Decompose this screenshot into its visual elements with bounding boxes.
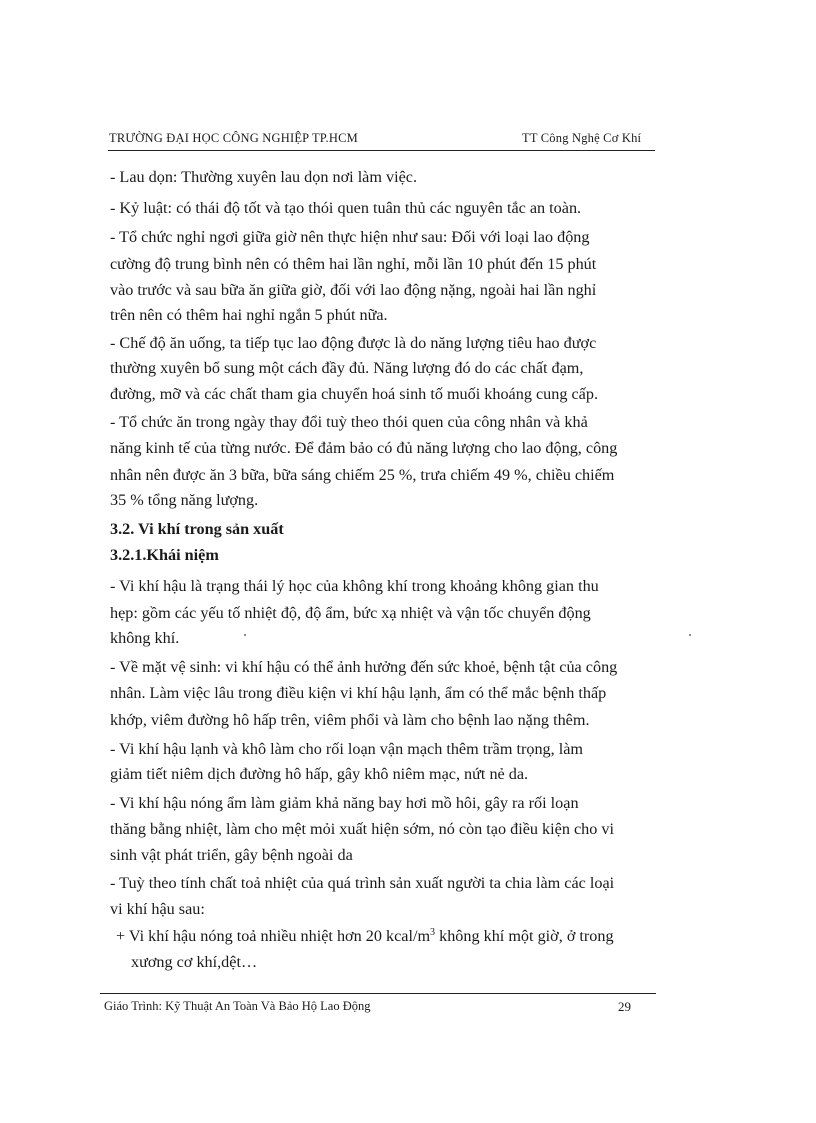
text-line: - Lau dọn: Thường xuyên lau dọn nơi làm việc. [110,168,418,186]
text-line: vào trước và sau bữa ăn giữa giờ, đối với lao động nặng, ngoài hai lần nghỉ [110,281,597,299]
text-line: nhân. Làm việc lâu trong điều kiện vi khí hậu lạnh, ẩm có thể mắc bệnh thấp [110,684,607,702]
text-line: 35 % tổng năng lượng. [110,491,259,509]
text-line: hẹp: gồm các yếu tố nhiệt độ, độ ẩm, bức xạ nhiệt và vận tốc chuyển động [110,604,591,622]
page-number: 29 [618,999,631,1014]
section-heading: 3.2. Vi khí trong sản xuất [110,520,284,538]
text-line: - Vi khí hậu lạnh và khô làm cho rối loạn vận mạch thêm trầm trọng, làm [110,740,583,758]
header-school-name: TRƯỜNG ĐẠI HỌC CÔNG NGHIỆP TP.HCM [109,131,358,145]
text-line: vi khí hậu sau: [110,900,205,918]
text-line: cường độ trung bình nên có thêm hai lần nghỉ, mỗi lần 10 phút đến 15 phút [110,255,597,273]
text-line: thường xuyên bổ sung một cách đầy đủ. Năng lượng đó do các chất đạm, [110,359,584,377]
bullet-text: + Vi khí hậu nóng toả nhiều nhiệt hơn 20 kcal/m [116,927,431,945]
text-line: - Kỷ luật: có thái độ tốt và tạo thói quen tuân thủ các nguyên tắc an toàn. [110,199,582,217]
text-line: - Vi khí hậu nóng ẩm làm giảm khả năng bay hơi mồ hôi, gây ra rối loạn [110,794,579,812]
text-line: không khí. [110,629,180,647]
scan-speck [244,634,246,636]
text-line: - Tổ chức ăn trong ngày thay đổi tuỳ theo thói quen của công nhân và khả [110,413,588,431]
text-line: - Chế độ ăn uống, ta tiếp tục lao động được là do năng lượng tiêu hao được [110,334,597,352]
footer-rule [100,993,656,994]
text-line: xương cơ khí,dệt… [131,953,258,971]
text-line: thăng bằng nhiệt, làm cho mệt mỏi xuất hiện sớm, nó còn tạo điều kiện cho vi [110,820,614,838]
text-line: giảm tiết niêm dịch đường hô hấp, gây khô niêm mạc, nứt nẻ da. [110,765,529,783]
text-line: sinh vật phát triển, gây bệnh ngoài da [110,846,353,864]
text-line: - Tuỳ theo tính chất toả nhiệt của quá trình sản xuất người ta chia làm các loại [110,874,615,892]
footer-book-title: Giáo Trình: Kỹ Thuật An Toàn Và Bảo Hộ Lao Động [104,999,371,1013]
text-line: - Tổ chức nghỉ ngơi giữa giờ nên thực hiện như sau: Đối với loại lao động [110,228,590,246]
text-line: năng kinh tế của từng nước. Để đảm bảo có đủ năng lượng cho lao động, công [110,439,618,457]
bullet-line [116,926,614,946]
header-center-name: TT Công Nghệ Cơ Khí [522,131,642,145]
header-rule [108,150,655,151]
text-line: khớp, viêm đường hô hấp trên, viêm phổi và làm cho bệnh lao nặng thêm. [110,711,590,729]
superscript: 3 [430,927,436,938]
bullet-text-cont: không khí một giờ, ở trong [435,927,614,945]
text-line: đường, mỡ và các chất tham gia chuyển hoá sinh tố muối khoáng cung cấp. [110,385,599,403]
text-line: - Về mặt vệ sinh: vi khí hậu có thể ảnh hưởng đến sức khoẻ, bệnh tật của công [110,658,618,676]
subsection-heading: 3.2.1.Khái niệm [110,546,219,564]
text-line: - Vi khí hậu là trạng thái lý học của không khí trong khoảng không gian thu [110,577,599,595]
text-line: trên nên có thêm hai nghỉ ngắn 5 phút nữa. [110,306,388,324]
text-line: nhân nên được ăn 3 bữa, bữa sáng chiếm 25 %, trưa chiếm 49 %, chiều chiếm [110,466,615,484]
scan-speck [689,634,691,636]
